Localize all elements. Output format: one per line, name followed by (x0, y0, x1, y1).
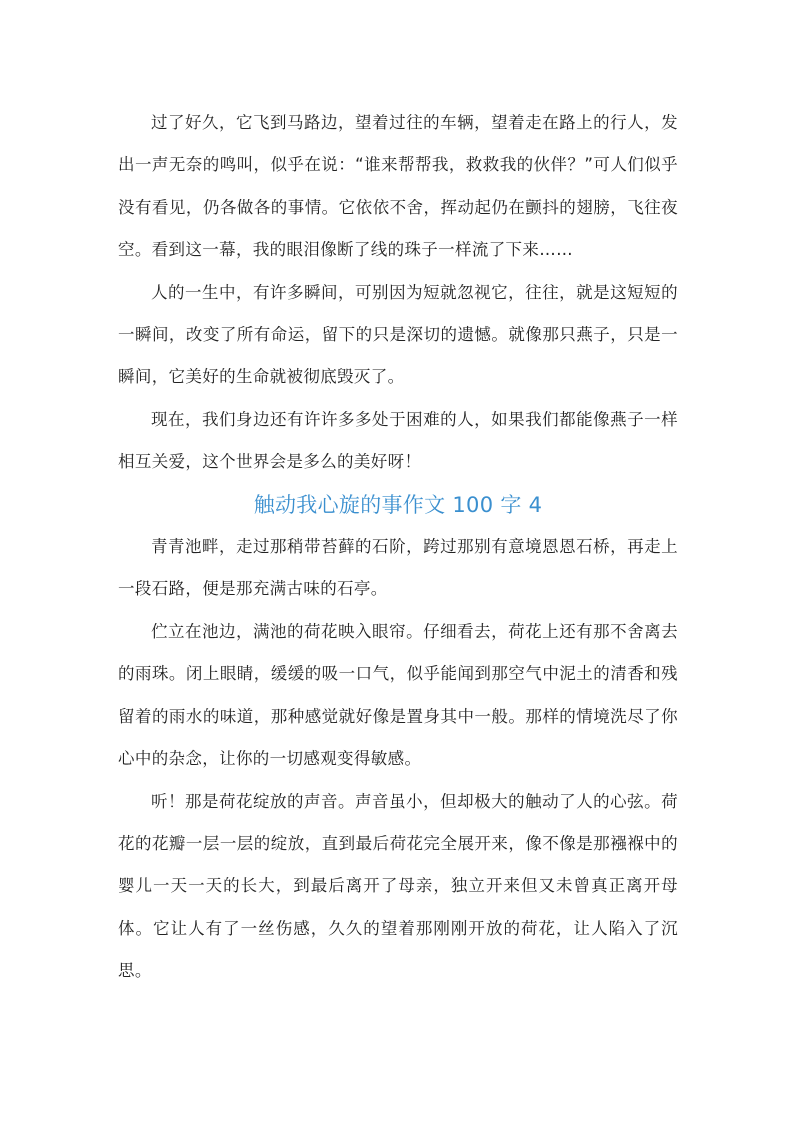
paragraph: 过了好久，它飞到马路边，望着过往的车辆，望着走在路上的行人，发出一声无奈的鸣叫，似乎在说：“谁来帮帮我，救救我的伙伴？”可人们似乎没有看见，仍各做各的事情。它依依不舍，挥动起仍在颤抖的翅膀，飞往夜空。看到这一幕，我的眼泪像断了线的珠子一样流了下来…… (118, 113, 678, 260)
paragraph: 现在，我们身边还有许许多多处于困难的人，如果我们都能像燕子一样相互关爱，这个世界会是多么的美好呀！ (118, 409, 678, 472)
document-body (118, 102, 678, 993)
paragraph: 伫立在池边，满池的荷花映入眼帘。仔细看去，荷花上还有那不舍离去的雨珠。闭上眼睛，缓缓的吸一口气，似乎能闻到那空气中泥土的清香和残留着的雨水的味道，那种感觉就好像是置身其中一般。那样的情境洗尽了你心中的杂念，让你的一切感观变得敏感。 (118, 621, 678, 769)
paragraph: 青青池畔，走过那稍带苔藓的石阶，跨过那别有意境恩恩石桥，再走上一段石路，便是那充满古味的石亭。 (118, 537, 678, 599)
paragraph: 听！那是荷花绽放的声音。声音虽小，但却极大的触动了人的心弦。荷花的花瓣一层一层的绽放，直到最后荷花完全展开来，像不像是那襁褓中的婴儿一天一天的长大，到最后离开了母亲，独立开来但又未曾真正离开母体。它让人有了一丝伤感，久久的望着那刚刚开放的荷花，让人陷入了沉思。 (118, 791, 678, 981)
section-heading: 触动我心旋的事作文 100 字 4 (253, 492, 543, 517)
paragraph: 人的一生中，有许多瞬间，可别因为短就忽视它，往往，就是这短短的一瞬间，改变了所有命运，留下的只是深切的遗憾。就像那只燕子，只是一瞬间，它美好的生命就被彻底毁灭了。 (118, 282, 678, 387)
